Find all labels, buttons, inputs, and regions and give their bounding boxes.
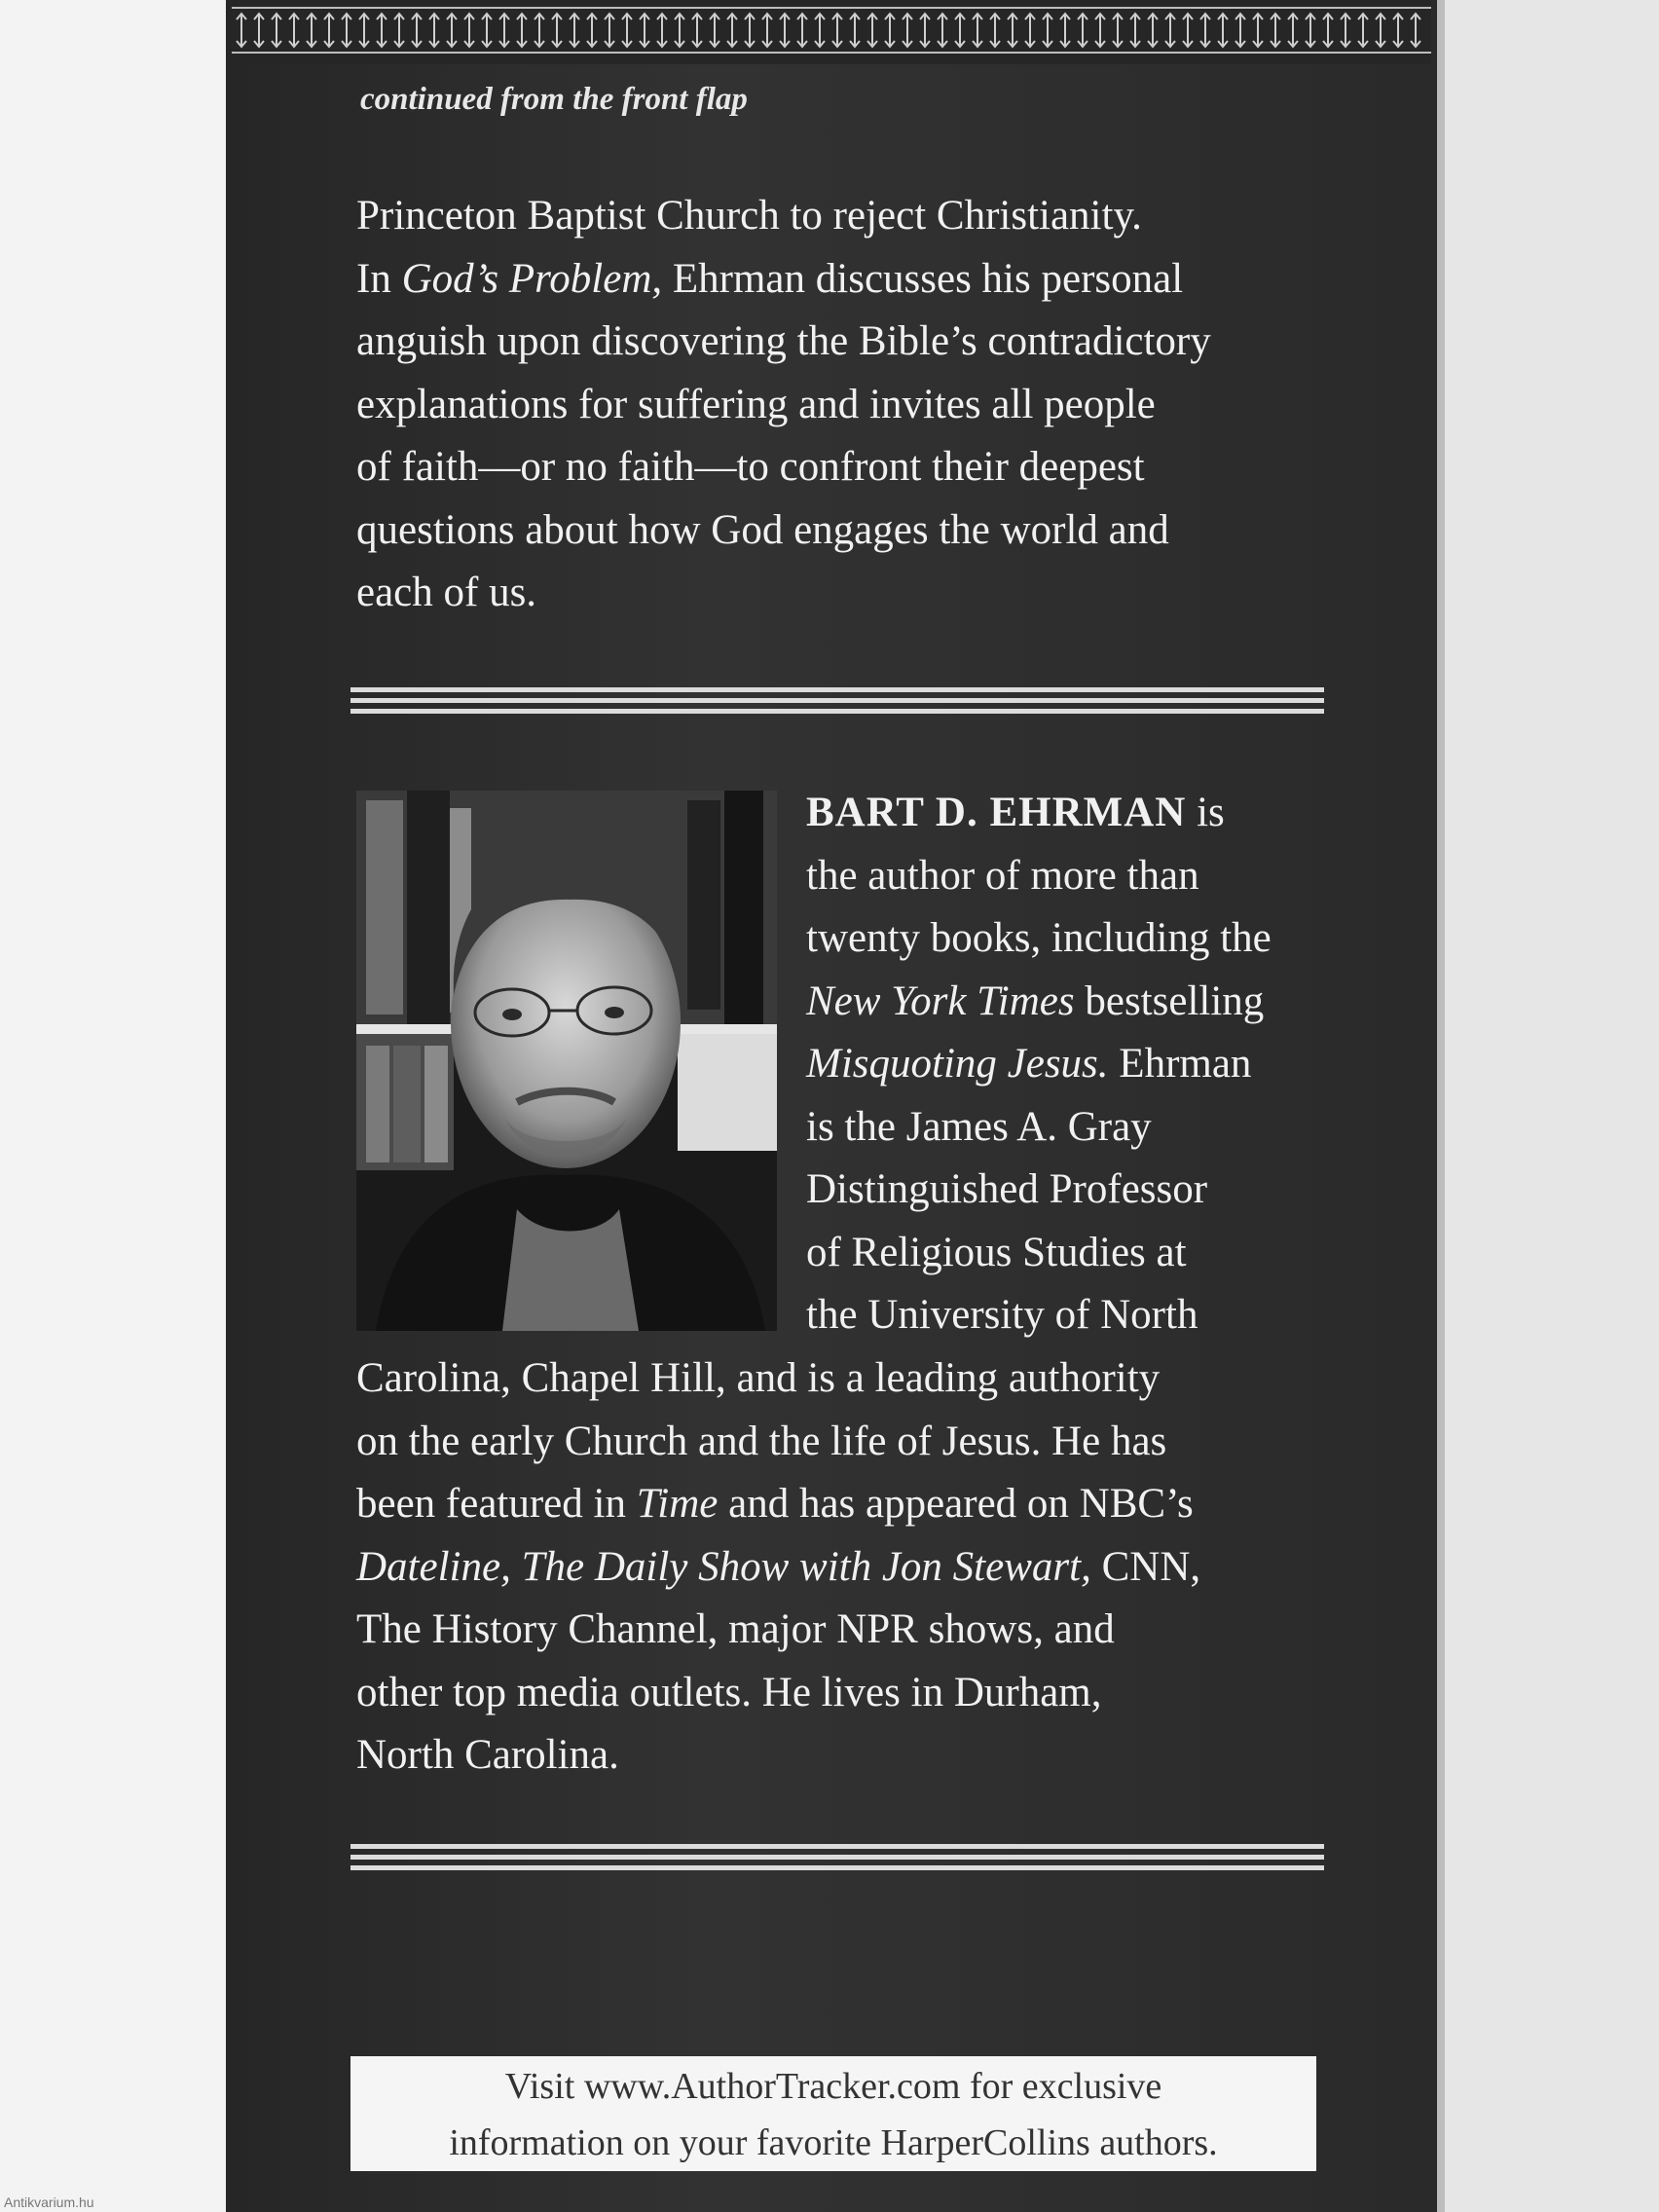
- decorative-border: [232, 0, 1431, 64]
- author-bio-bottom: Carolina, Chapel Hill, and is a leading authority on the early Church and the life of Jesus. He has been featured in Time and has appeared on NBC’s Dateline, The Daily Show with Jon Stewart, CNN, The History Channel, major NPR shows, and other top media outlets. He lives in Durham, North Carolina.: [356, 1355, 1201, 1778]
- description-line: In God’s Problem, Ehrman discusses his personal: [356, 255, 1184, 302]
- section-divider: [350, 687, 1324, 719]
- magazine-title: Time: [636, 1481, 719, 1527]
- book-flap: [226, 0, 1437, 2212]
- description-line: of faith—or no faith—to confront their deepest: [356, 444, 1145, 490]
- flap-edge: [1437, 0, 1445, 2212]
- author-photo: [356, 791, 777, 1331]
- book-title: Misquoting Jesus.: [806, 1041, 1109, 1087]
- show-titles: Dateline, The Daily Show with Jon Stewart,: [356, 1543, 1091, 1590]
- watermark: Antikvarium.hu: [4, 2194, 94, 2210]
- newspaper-title: New York Times: [806, 977, 1075, 1024]
- description-line: questions about how God engages the world and: [356, 506, 1169, 553]
- author-tracker-notice: Visit www.AuthorTracker.com for exclusive information on your favorite HarperCollins authors.: [350, 2056, 1316, 2171]
- description-line: anguish upon discovering the Bible’s contradictory: [356, 318, 1211, 364]
- author-bio-top: BART D. EHRMAN is the author of more than twenty books, including the New York Times bestselling Misquoting Jesus. Ehrman is the James A. Gray Distinguished Professor of Religious Studies at the University of North: [806, 790, 1272, 1338]
- section-divider: [350, 1844, 1324, 1876]
- description-line: explanations for suffering and invites all people: [356, 381, 1156, 427]
- author-name: BART D. EHRMAN: [806, 790, 1187, 835]
- description-paragraph: [356, 185, 1388, 625]
- continued-label: continued from the front flap: [360, 82, 748, 117]
- description-line: each of us.: [356, 570, 537, 615]
- page-background-left: [0, 0, 226, 2212]
- description-line: Princeton Baptist Church to reject Christianity.: [356, 193, 1142, 239]
- page-background-right: [1437, 0, 1659, 2212]
- book-title: God’s Problem,: [401, 255, 663, 302]
